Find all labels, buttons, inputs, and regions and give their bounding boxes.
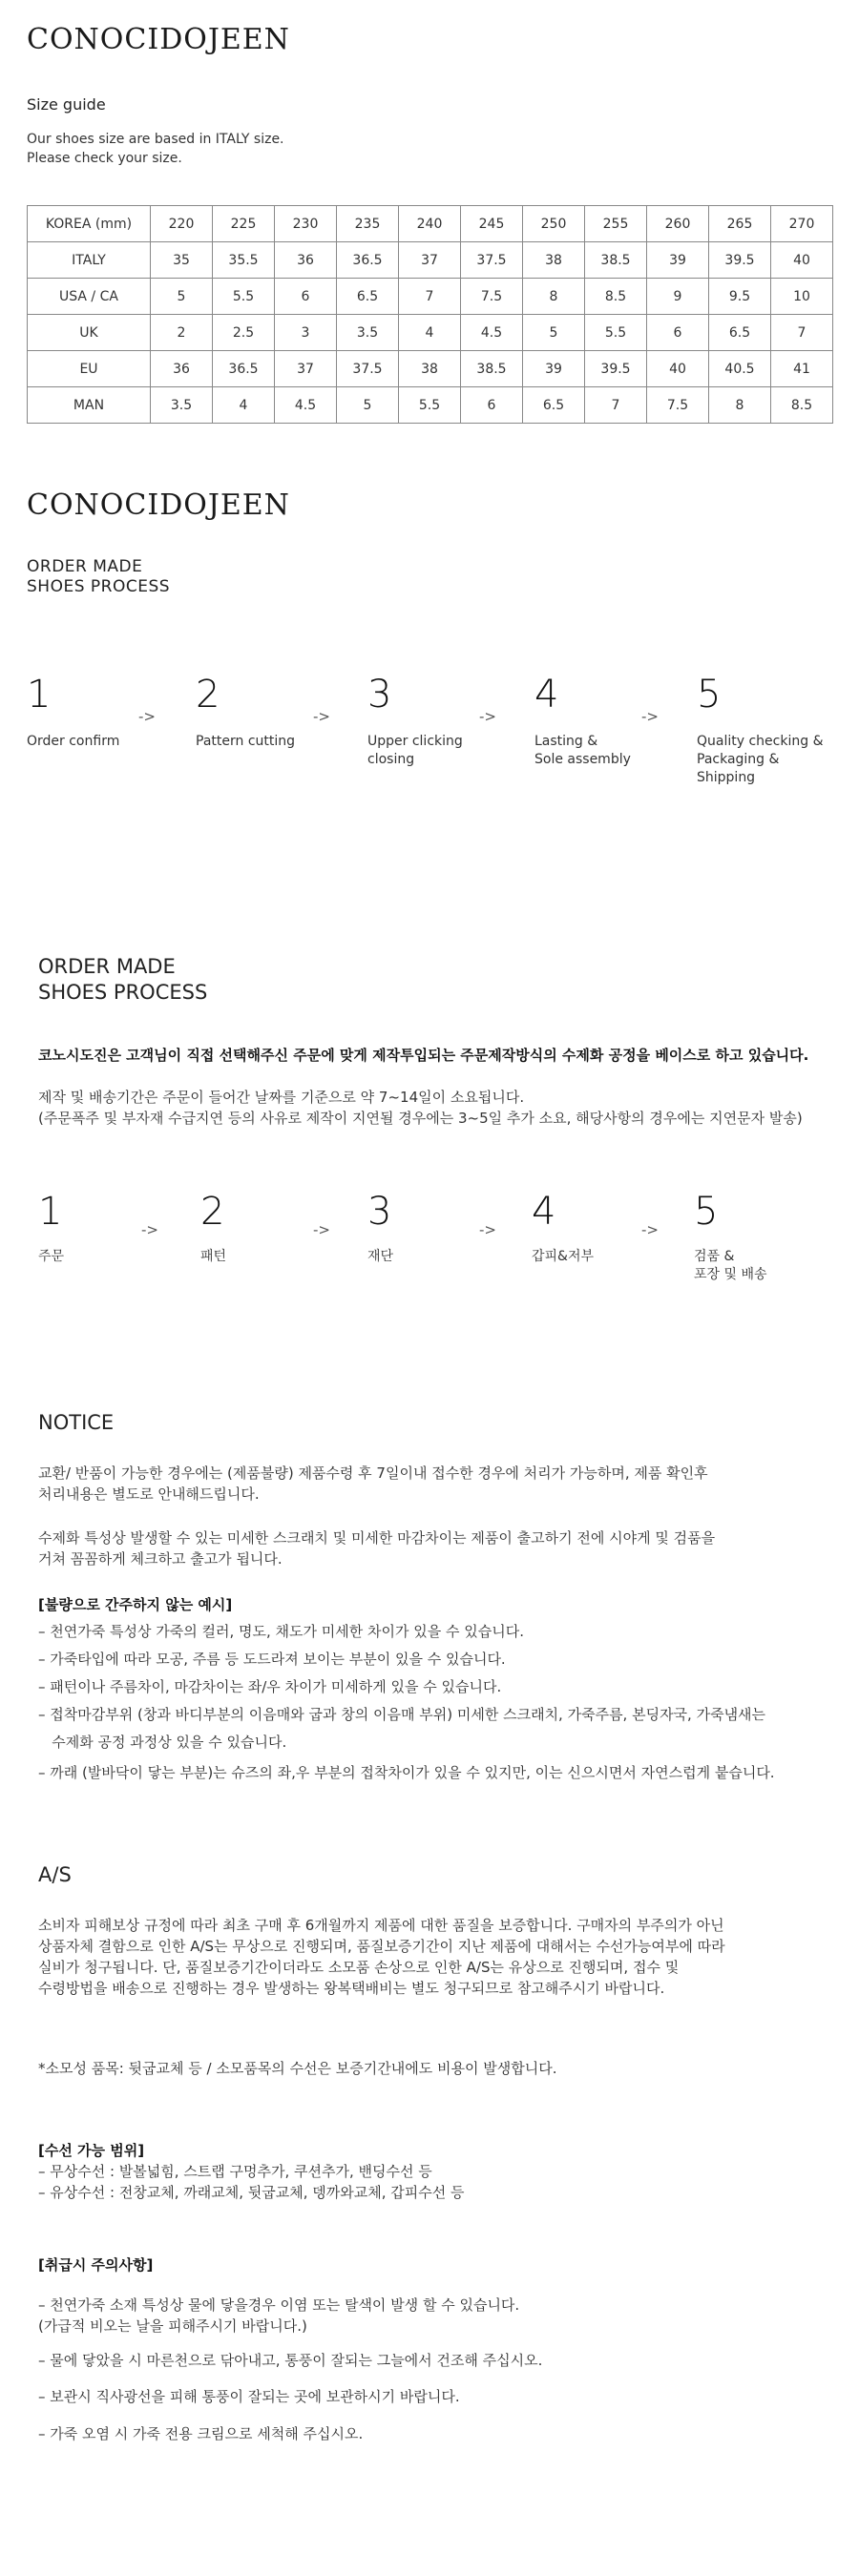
notice-p2-line1: 수제화 특성상 발생할 수 있는 미세한 스크래치 및 미세한 마감차이는 제품이 출고하기 전에 시야게 및 검품을 [38,1529,716,1547]
size-cell: 240 [399,206,461,242]
size-cell: 220 [151,206,213,242]
arrow-right-icon: -> [479,708,496,725]
size-cell: 3 [275,315,337,351]
size-row-label: ITALY [28,242,151,279]
size-cell: 3.5 [337,315,399,351]
step-number: 2 [200,1190,225,1234]
size-cell: 7 [585,387,647,424]
step-number: 3 [367,673,392,717]
size-cell: 9 [647,279,709,315]
arrow-right-icon: -> [313,708,330,725]
step-label: Sole assembly [534,752,631,767]
size-cell: 4.5 [275,387,337,424]
size-cell: 6.5 [523,387,585,424]
size-cell: 37.5 [461,242,523,279]
size-cell: 6 [461,387,523,424]
step-number: 3 [367,1190,392,1234]
step-label: 주문 [38,1249,65,1264]
process-kr-intro-1: 제작 및 배송기간은 주문이 들어간 날짜를 기준으로 약 7~14일이 소요됩니다. [38,1089,525,1106]
size-cell: 6 [647,315,709,351]
notice-list-item: – 가죽타입에 따라 모공, 주름 등 도드라져 보이는 부분이 있을 수 있습니다. [38,1651,506,1668]
size-guide-desc-2: Please check your size. [27,151,182,166]
size-cell: 5.5 [585,315,647,351]
notice-p2-line2: 거쳐 꼼꼼하게 체크하고 출고가 됩니다. [38,1550,283,1568]
size-cell: 37 [399,242,461,279]
step-number: 1 [38,1190,63,1234]
process-en-title-1: ORDER MADE [27,557,143,576]
size-cell: 265 [709,206,771,242]
size-cell: 37.5 [337,351,399,387]
size-cell: 235 [337,206,399,242]
size-cell: 10 [771,279,833,315]
size-cell: 36.5 [337,242,399,279]
size-cell: 41 [771,351,833,387]
size-cell: 4 [399,315,461,351]
brand-logo: CONOCIDOJEEN [27,23,290,56]
arrow-right-icon: -> [141,1221,158,1238]
size-cell: 36.5 [213,351,275,387]
repair-title: [수선 가능 범위] [38,2142,145,2159]
step-label: Order confirm [27,734,120,749]
size-table-row [28,387,833,424]
size-guide-title: Size guide [27,95,106,114]
step-number: 2 [196,673,220,717]
step-number: 4 [532,1190,556,1234]
size-guide-desc-1: Our shoes size are based in ITALY size. [27,132,284,147]
arrow-right-icon: -> [479,1221,496,1238]
size-cell: 225 [213,206,275,242]
care-title: [취급시 주의사항] [38,2256,154,2274]
notice-list-title: [불량으로 간주하지 않는 예시] [38,1596,233,1613]
size-cell: 6.5 [709,315,771,351]
size-cell: 40 [771,242,833,279]
size-row-label: KOREA (mm) [28,206,151,242]
step-label: 갑피&저부 [532,1249,595,1264]
size-cell: 230 [275,206,337,242]
size-cell: 3.5 [151,387,213,424]
size-cell: 36 [275,242,337,279]
step-label: Packaging & [697,752,780,767]
as-consumable: *소모성 품목: 뒷굽교체 등 / 소모품목의 수선은 보증기간내에도 비용이 발생합니다. [38,2060,557,2077]
notice-list-item: – 패턴이나 주름차이, 마감차이는 좌/우 차이가 미세하게 있을 수 있습니다. [38,1678,502,1695]
process-kr-intro-bold: 코노시도진은 고객님이 직접 선택해주신 주문에 맞게 제작투입되는 주문제작방식의 수제화 공정을 베이스로 하고 있습니다. [38,1047,809,1064]
brand-logo-2: CONOCIDOJEEN [27,488,290,522]
step-number: 5 [697,673,722,717]
care-item-3: – 보관시 직사광선을 피해 통풍이 잘되는 곳에 보관하시기 바랍니다. [38,2388,460,2405]
size-table [27,205,833,424]
step-number: 1 [27,673,52,717]
step-label: closing [367,752,415,767]
repair-paid: – 유상수선 : 전창교체, 까래교체, 뒷굽교체, 뎅까와교체, 갑피수선 등 [38,2184,465,2201]
size-table-row [28,242,833,279]
size-cell: 38 [399,351,461,387]
size-cell: 39 [523,351,585,387]
size-row-label: EU [28,351,151,387]
size-cell: 245 [461,206,523,242]
step-label: 포장 및 배송 [694,1267,767,1282]
process-en-title-2: SHOES PROCESS [27,577,171,596]
size-cell: 5.5 [399,387,461,424]
size-cell: 35 [151,242,213,279]
size-table-row [28,315,833,351]
process-kr-title-1: ORDER MADE [38,955,176,978]
size-cell: 6.5 [337,279,399,315]
step-label: Pattern cutting [196,734,296,749]
size-cell: 9.5 [709,279,771,315]
step-number: 4 [534,673,559,717]
size-row-label: UK [28,315,151,351]
size-cell: 5.5 [213,279,275,315]
size-cell: 7 [399,279,461,315]
notice-list-item: – 까래 (발바닥이 닿는 부분)는 슈즈의 좌,우 부분의 접착차이가 있을 수 있지만, 이는 신으시면서 자연스럽게 붙습니다. [38,1764,775,1781]
notice-p1-line2: 처리내용은 별도로 안내해드립니다. [38,1485,260,1503]
repair-free: – 무상수선 : 발볼넓힘, 스트랩 구멍추가, 쿠션추가, 밴딩수선 등 [38,2163,432,2180]
size-row-label: MAN [28,387,151,424]
size-cell: 5 [151,279,213,315]
as-line: 수령방법을 배송으로 진행하는 경우 발생하는 왕복택배비는 별도 청구되므로 참고해주시기 바랍니다. [38,1980,665,1997]
size-cell: 7.5 [461,279,523,315]
as-line: 상품자체 결함으로 인한 A/S는 무상으로 진행되며, 품질보증기간이 지난 제품에 대해서는 수선가능여부에 따라 [38,1938,725,1955]
size-cell: 5 [523,315,585,351]
step-label: Upper clicking [367,734,463,749]
size-table-row [28,206,833,242]
notice-list-item: – 천연가죽 특성상 가죽의 컬러, 명도, 채도가 미세한 차이가 있을 수 있습니다. [38,1623,524,1640]
process-kr-intro-2: (주문폭주 및 부자재 수급지연 등의 사유로 제작이 지연될 경우에는 3~5일 추가 소요, 해당사항의 경우에는 지연문자 발송) [38,1110,803,1127]
notice-title: NOTICE [38,1411,115,1434]
size-cell: 2.5 [213,315,275,351]
step-label: Lasting & [534,734,598,749]
size-cell: 39.5 [709,242,771,279]
size-table-row [28,279,833,315]
size-cell: 270 [771,206,833,242]
size-cell: 2 [151,315,213,351]
size-cell: 260 [647,206,709,242]
size-cell: 6 [275,279,337,315]
size-cell: 4.5 [461,315,523,351]
step-label: 검품 & [694,1249,735,1264]
size-cell: 8.5 [771,387,833,424]
step-label: 재단 [367,1249,394,1264]
arrow-right-icon: -> [138,708,156,725]
arrow-right-icon: -> [641,1221,659,1238]
notice-list-item: – 접착마감부위 (창과 바디부분의 이음매와 굽과 창의 이음매 부위) 미세한 스크래치, 가죽주름, 본딩자국, 가죽냄새는 [38,1706,766,1723]
size-cell: 38.5 [585,242,647,279]
step-number: 5 [694,1190,719,1234]
size-cell: 8 [709,387,771,424]
notice-list-item: 수제화 공정 과정상 있을 수 있습니다. [38,1734,287,1751]
care-item-2: – 물에 닿았을 시 마른천으로 닦아내고, 통풍이 잘되는 그늘에서 건조해 주십시오. [38,2352,543,2369]
size-cell: 250 [523,206,585,242]
size-cell: 40 [647,351,709,387]
step-label: Quality checking & [697,734,824,749]
size-cell: 255 [585,206,647,242]
size-cell: 39.5 [585,351,647,387]
as-title: A/S [38,1863,72,1886]
care-item-4: – 가죽 오염 시 가죽 전용 크림으로 세척해 주십시오. [38,2425,364,2442]
size-cell: 7.5 [647,387,709,424]
size-cell: 4 [213,387,275,424]
size-cell: 36 [151,351,213,387]
size-cell: 39 [647,242,709,279]
care-item-1-note: (가급적 비오는 날을 피해주시기 바랍니다.) [38,2317,307,2335]
as-line: 실비가 청구됩니다. 단, 품질보증기간이더라도 소모품 손상으로 인한 A/S는 유상으로 진행되며, 접수 및 [38,1959,680,1976]
size-row-label: USA / CA [28,279,151,315]
arrow-right-icon: -> [313,1221,330,1238]
step-label: 패턴 [200,1249,227,1264]
care-item-1: – 천연가죽 소재 특성상 물에 닿을경우 이염 또는 탈색이 발생 할 수 있습니다. [38,2296,520,2314]
size-cell: 7 [771,315,833,351]
process-kr-title-2: SHOES PROCESS [38,981,208,1004]
size-cell: 40.5 [709,351,771,387]
size-cell: 38.5 [461,351,523,387]
as-line: 소비자 피해보상 규정에 따라 최초 구매 후 6개월까지 제품에 대한 품질을 보증합니다. 구매자의 부주의가 아닌 [38,1917,724,1934]
step-label: Shipping [697,770,756,785]
size-table-row [28,351,833,387]
size-cell: 8.5 [585,279,647,315]
notice-p1-line1: 교환/ 반품이 가능한 경우에는 (제품불량) 제품수령 후 7일이내 접수한 경우에 처리가 가능하며, 제품 확인후 [38,1465,708,1482]
size-cell: 37 [275,351,337,387]
size-cell: 35.5 [213,242,275,279]
size-cell: 38 [523,242,585,279]
arrow-right-icon: -> [641,708,659,725]
size-cell: 5 [337,387,399,424]
size-cell: 8 [523,279,585,315]
